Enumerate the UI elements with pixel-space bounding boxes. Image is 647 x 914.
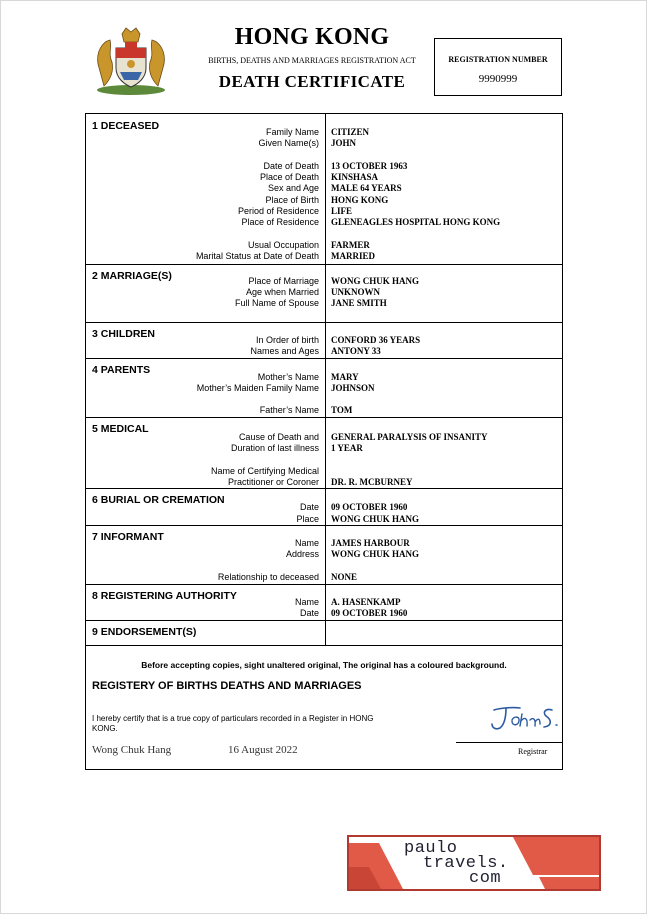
field-row — [86, 502, 562, 513]
field-row — [86, 572, 562, 583]
section-deceased — [86, 114, 562, 265]
field-value: TOM — [331, 405, 353, 415]
field-label: In Order of birth — [255, 335, 319, 345]
authenticity-note: Before accepting copies, sight unaltered original, The original has a coloured background. — [141, 660, 507, 670]
field-row — [86, 206, 562, 217]
field-value: LIFE — [331, 206, 353, 216]
field-row — [86, 183, 562, 194]
section-burial — [86, 488, 562, 526]
field-value: WONG CHUK HANG — [331, 549, 420, 559]
section-heading: 9 ENDORSEMENT(S) — [92, 626, 197, 638]
field-row — [86, 383, 562, 394]
field-row — [86, 138, 562, 149]
section-marriage — [86, 264, 562, 323]
field-row — [86, 298, 562, 309]
field-value: KINSHASA — [331, 172, 379, 182]
field-label: Period of Residence — [237, 206, 319, 216]
section-heading: 7 INFORMANT — [92, 531, 164, 543]
certification-statement: I hereby certify that is a true copy of particulars recorded in a Register in HONG KONG. — [92, 714, 374, 733]
field-label: Place of Residence — [241, 217, 319, 227]
field-value: UNKNOWN — [331, 287, 380, 297]
coat-of-arms-logo — [92, 24, 170, 96]
field-label: Full Name of Spouse — [234, 298, 319, 308]
field-value: A. HASENKAMP — [331, 597, 401, 607]
field-label: Date of Death — [263, 161, 319, 171]
field-label: Names and Ages — [250, 346, 319, 356]
logo-text-line2: travels. — [423, 854, 509, 873]
field-label: Cause of Death and — [238, 432, 319, 442]
field-value: GLENEAGLES HOSPITAL HONG KONG — [331, 217, 501, 227]
field-value: FARMER — [331, 240, 370, 250]
field-row — [86, 443, 562, 454]
field-row — [86, 251, 562, 262]
field-row — [86, 608, 562, 619]
field-label: Age when Married — [245, 287, 319, 297]
section-endorsement — [86, 620, 562, 646]
field-value: NONE — [331, 572, 358, 582]
field-label: Place of Marriage — [248, 276, 319, 286]
field-label: Marital Status at Date of Death — [195, 251, 319, 261]
field-row — [86, 127, 562, 138]
field-row — [86, 172, 562, 183]
field-row — [86, 477, 562, 488]
field-label: Sex and Age — [267, 183, 319, 193]
field-value: CONFORD 36 YEARS — [331, 335, 421, 345]
paulotravels-logo — [347, 835, 601, 891]
logo-text-line3: com — [469, 869, 502, 888]
section-medical — [86, 417, 562, 489]
certificate-table — [85, 113, 563, 770]
field-row — [86, 240, 562, 251]
section-heading: 2 MARRIAGE(S) — [92, 270, 172, 282]
field-value: ANTONY 33 — [331, 346, 381, 356]
section-registering-authority — [86, 584, 562, 621]
section-parents — [86, 358, 562, 418]
field-row — [86, 466, 562, 477]
field-row — [86, 195, 562, 206]
section-children — [86, 322, 562, 359]
section-heading: 4 PARENTS — [92, 364, 151, 376]
field-value: DR. R. MCBURNEY — [331, 477, 413, 487]
act-subtitle: BIRTHS, DEATHS AND MARRIAGES REGISTRATION ACT — [208, 56, 416, 65]
field-label: Duration of last illness — [230, 443, 319, 453]
registration-number: 9990999 — [478, 73, 518, 85]
field-label: Name of Certifying Medical — [210, 466, 319, 476]
section-informant — [86, 525, 562, 585]
field-row — [86, 276, 562, 287]
field-label: Date — [299, 608, 319, 618]
field-value: MARRIED — [331, 251, 375, 261]
field-row — [86, 538, 562, 549]
field-value: WONG CHUK HANG — [331, 514, 420, 524]
field-label: Place of Birth — [265, 195, 319, 205]
field-value: JANE SMITH — [331, 298, 387, 308]
field-value: GENERAL PARALYSIS OF INSANITY — [331, 432, 488, 442]
field-value: MARY — [331, 372, 359, 382]
field-label: Relationship to deceased — [217, 572, 319, 582]
field-value: MALE 64 YEARS — [331, 183, 402, 193]
field-label: Given Name(s) — [258, 138, 319, 148]
field-label: Father’s Name — [259, 405, 319, 415]
section-heading: 1 DECEASED — [92, 120, 160, 132]
field-value: JOHN — [331, 138, 357, 148]
registry-title: REGISTERY OF BIRTHS DEATHS AND MARRIAGES — [92, 680, 362, 692]
field-label: Name — [294, 597, 319, 607]
field-value: JOHNSON — [331, 383, 375, 393]
field-value: JAMES HARBOUR — [331, 538, 410, 548]
field-value: 13 OCTOBER 1963 — [331, 161, 408, 171]
field-row — [86, 405, 562, 416]
field-label: Name — [294, 538, 319, 548]
field-value: 09 OCTOBER 1960 — [331, 502, 408, 512]
field-row — [86, 161, 562, 172]
field-row — [86, 597, 562, 608]
field-label: Address — [285, 549, 319, 559]
field-label: Place of Death — [259, 172, 319, 182]
field-row — [86, 335, 562, 346]
field-label: Date — [299, 502, 319, 512]
field-row — [86, 432, 562, 443]
section-heading: 6 BURIAL OR CREMATION — [92, 494, 225, 506]
section-heading: 8 REGISTERING AUTHORITY — [92, 590, 237, 602]
registration-box — [434, 38, 562, 96]
field-row — [86, 287, 562, 298]
signature-line — [456, 742, 562, 743]
issue-place: Wong Chuk Hang — [92, 744, 172, 756]
field-label: Mother’s Name — [257, 372, 319, 382]
field-row — [86, 372, 562, 383]
field-row — [86, 346, 562, 357]
field-row — [86, 549, 562, 560]
section-heading: 5 MEDICAL — [92, 423, 149, 435]
registration-label: REGISTRATION NUMBER — [448, 55, 548, 64]
field-value: 09 OCTOBER 1960 — [331, 608, 408, 618]
field-label: Place — [296, 514, 319, 524]
registrar-label: Registrar — [518, 747, 548, 756]
field-value: 1 YEAR — [331, 443, 363, 453]
field-value: CITIZEN — [331, 127, 370, 137]
field-value: WONG CHUK HANG — [331, 276, 420, 286]
field-value: HONG KONG — [331, 195, 389, 205]
issue-date: 16 August 2022 — [228, 744, 298, 756]
field-label: Mother’s Maiden Family Name — [196, 383, 319, 393]
field-label: Family Name — [265, 127, 319, 137]
logo-text-line1: paulo — [404, 839, 458, 858]
registrar-signature — [486, 704, 566, 734]
field-label: Usual Occupation — [247, 240, 319, 250]
certificate-title: DEATH CERTIFICATE — [218, 72, 406, 91]
document-title: HONG KONG — [234, 24, 390, 50]
field-row — [86, 514, 562, 525]
field-row — [86, 217, 562, 228]
field-label: Practitioner or Coroner — [227, 477, 319, 487]
section-heading: 3 CHILDREN — [92, 328, 156, 340]
